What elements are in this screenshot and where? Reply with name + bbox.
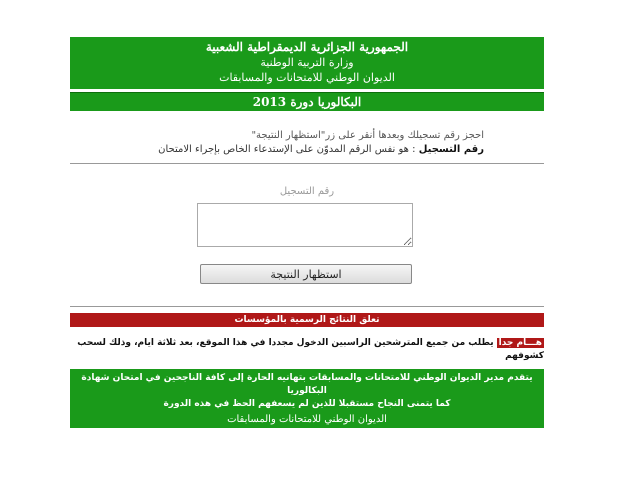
session-title: البكالوريا دورة 2013 — [70, 92, 544, 111]
registration-field-label: رقم التسجيل — [279, 186, 335, 197]
registration-number-description: : هو نفس الرقم المدوّن على الإستدعاء الخاص بإجراء الامتحان — [158, 144, 416, 155]
page-container — [70, 37, 544, 440]
divider — [70, 306, 544, 307]
ministry-title: وزارة التربية الوطنية — [260, 56, 354, 69]
wishes-line: كما يتمنى النجاح مستقبلا للذين لم يسعفهم الحظ في هذه الدورة — [163, 399, 451, 409]
instruction-line: احجز رقم تسجيلك وبعدها أنقر على زر"استظهار النتيجة" — [251, 130, 484, 141]
congratulations-line: يتقدم مدير الديوان الوطني للامتحانات والمسابقات بتهانيه الحارة إلى كافة الناجحين في امتحان شهادة البكالوريا — [81, 373, 533, 396]
registration-number-label: رقم التسجيل — [418, 144, 484, 155]
notice-text: يطلب من جميع المترشحين الراسبين الدخول مجددا في هذا الموقع، بعد ثلاثة ايام، وذلك لسحب كشوفهم — [77, 338, 544, 361]
congratulations-banner — [70, 369, 544, 440]
registration-number-explanation — [70, 143, 484, 157]
important-notice — [70, 337, 544, 363]
registration-number-input[interactable] — [197, 203, 413, 247]
republic-title: الجمهورية الجزائرية الديمقراطية الشعبية — [205, 40, 409, 54]
important-badge: هـــام جدا — [498, 338, 542, 348]
instructions — [70, 129, 544, 157]
divider — [70, 163, 544, 164]
office-title: الديوان الوطني للامتحانات والمسابقات — [219, 71, 395, 84]
show-result-button[interactable]: استظهار النتيجة — [200, 264, 412, 284]
official-results-bar: تعلق النتائج الرسمية بالمؤسسات — [70, 313, 544, 327]
footer-office-name: الديوان الوطني للامتحانات والمسابقات — [227, 414, 387, 425]
footer-year: 2013 — [293, 429, 321, 440]
header-banner — [70, 37, 544, 89]
